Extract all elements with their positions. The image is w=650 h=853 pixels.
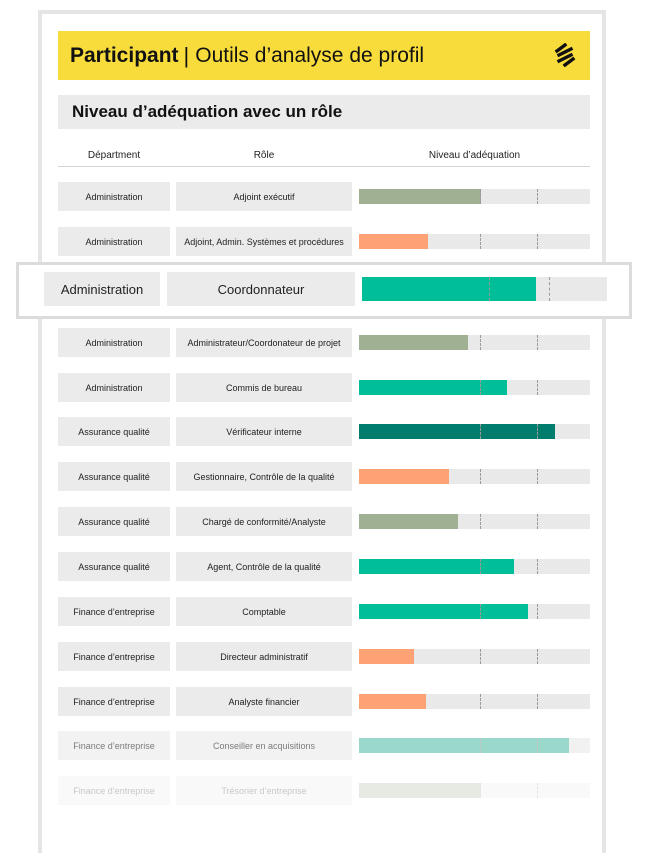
role-cell: Administrateur/Coordonateur de projet: [176, 328, 352, 357]
fit-bar: [359, 469, 590, 484]
role-cell: Analyste financier: [176, 687, 352, 716]
fit-bar: [359, 234, 590, 249]
role-cell: Comptable: [176, 597, 352, 626]
role-cell: Trésorier d’entreprise: [176, 776, 352, 805]
threshold-marker-low: [480, 604, 481, 619]
fit-bar: [359, 783, 590, 798]
fit-bar-fill: [359, 514, 458, 529]
fit-bar-fill: [359, 649, 414, 664]
fit-bar-fill: [359, 234, 428, 249]
fit-bar: [359, 694, 590, 709]
threshold-marker-high: [537, 424, 538, 439]
header-divider: [58, 166, 590, 167]
fit-bar-fill: [359, 469, 449, 484]
fit-bar-fill: [359, 559, 514, 574]
role-cell: Vérificateur interne: [176, 417, 352, 446]
department-cell: Administration: [58, 373, 170, 402]
role-cell: Gestionnaire, Contrôle de la qualité: [176, 462, 352, 491]
fit-bar: [359, 335, 590, 350]
threshold-marker-high: [537, 189, 538, 204]
report-header: [58, 31, 590, 80]
fit-bar-fill: [359, 380, 507, 395]
department-cell: Assurance qualité: [58, 417, 170, 446]
threshold-marker-high: [537, 738, 538, 753]
highlighted-fit-fill: [362, 277, 536, 301]
role-cell: Conseiller en acquisitions: [176, 731, 352, 760]
threshold-marker-high: [549, 277, 550, 301]
department-cell: Finance d’entreprise: [58, 731, 170, 760]
highlighted-department-cell: Administration: [44, 272, 160, 306]
section-title: Niveau d’adéquation avec un rôle: [72, 102, 343, 121]
column-header-fit-level: Niveau d’adéquation: [428, 150, 521, 161]
department-cell: Finance d’entreprise: [58, 642, 170, 671]
threshold-marker-low: [480, 424, 481, 439]
role-cell: Chargé de conformité/Analyste: [176, 507, 352, 536]
threshold-marker-high: [537, 469, 538, 484]
fit-bar: [359, 738, 590, 753]
role-cell: Agent, Contrôle de la qualité: [176, 552, 352, 581]
role-cell: Commis de bureau: [176, 373, 352, 402]
column-header-department: Départment: [87, 150, 141, 161]
threshold-marker-high: [537, 234, 538, 249]
threshold-marker-low: [480, 514, 481, 529]
threshold-marker-low: [480, 559, 481, 574]
column-header-role: Rôle: [253, 150, 275, 161]
highlighted-fit-bar: [362, 277, 607, 301]
participant-title: Participant: [70, 43, 179, 67]
threshold-marker-low: [480, 189, 481, 204]
threshold-marker-high: [537, 694, 538, 709]
fit-bar: [359, 559, 590, 574]
department-cell: Administration: [58, 182, 170, 211]
fit-bar-fill: [359, 604, 528, 619]
threshold-marker-high: [537, 559, 538, 574]
fit-bar: [359, 424, 590, 439]
threshold-marker-high: [537, 380, 538, 395]
department-cell: Assurance qualité: [58, 462, 170, 491]
threshold-marker-high: [537, 604, 538, 619]
role-cell: Adjoint, Admin. Systèmes et procédures: [176, 227, 352, 256]
brand-zigzag-icon: [554, 43, 576, 67]
fit-bar-fill: [359, 424, 555, 439]
department-cell: Assurance qualité: [58, 552, 170, 581]
threshold-marker-low: [480, 649, 481, 664]
threshold-marker-low: [489, 277, 490, 301]
title-separator: |: [183, 42, 190, 68]
fit-bar: [359, 604, 590, 619]
threshold-marker-low: [480, 738, 481, 753]
role-cell: Directeur administratif: [176, 642, 352, 671]
department-cell: Finance d’entreprise: [58, 687, 170, 716]
department-cell: Assurance qualité: [58, 507, 170, 536]
threshold-marker-low: [480, 234, 481, 249]
fit-bar: [359, 514, 590, 529]
department-cell: Finance d’entreprise: [58, 776, 170, 805]
department-cell: Administration: [58, 227, 170, 256]
department-cell: Administration: [58, 328, 170, 357]
threshold-marker-low: [480, 694, 481, 709]
section-heading: [58, 95, 590, 129]
role-cell: Adjoint exécutif: [176, 182, 352, 211]
department-cell: Finance d’entreprise: [58, 597, 170, 626]
fit-bar: [359, 189, 590, 204]
threshold-marker-high: [537, 783, 538, 798]
threshold-marker-high: [537, 649, 538, 664]
fit-bar: [359, 649, 590, 664]
threshold-marker-high: [537, 514, 538, 529]
threshold-marker-low: [480, 783, 481, 798]
threshold-marker-low: [480, 380, 481, 395]
fit-bar: [359, 380, 590, 395]
fit-bar-fill: [359, 783, 481, 798]
threshold-marker-high: [537, 335, 538, 350]
threshold-marker-low: [480, 335, 481, 350]
fit-bar-fill: [359, 694, 426, 709]
threshold-marker-low: [480, 469, 481, 484]
highlighted-role-cell: Coordonnateur: [167, 272, 355, 306]
report-title: Outils d’analyse de profil: [195, 43, 425, 67]
fit-bar-fill: [359, 335, 468, 350]
fit-bar-fill: [359, 189, 481, 204]
